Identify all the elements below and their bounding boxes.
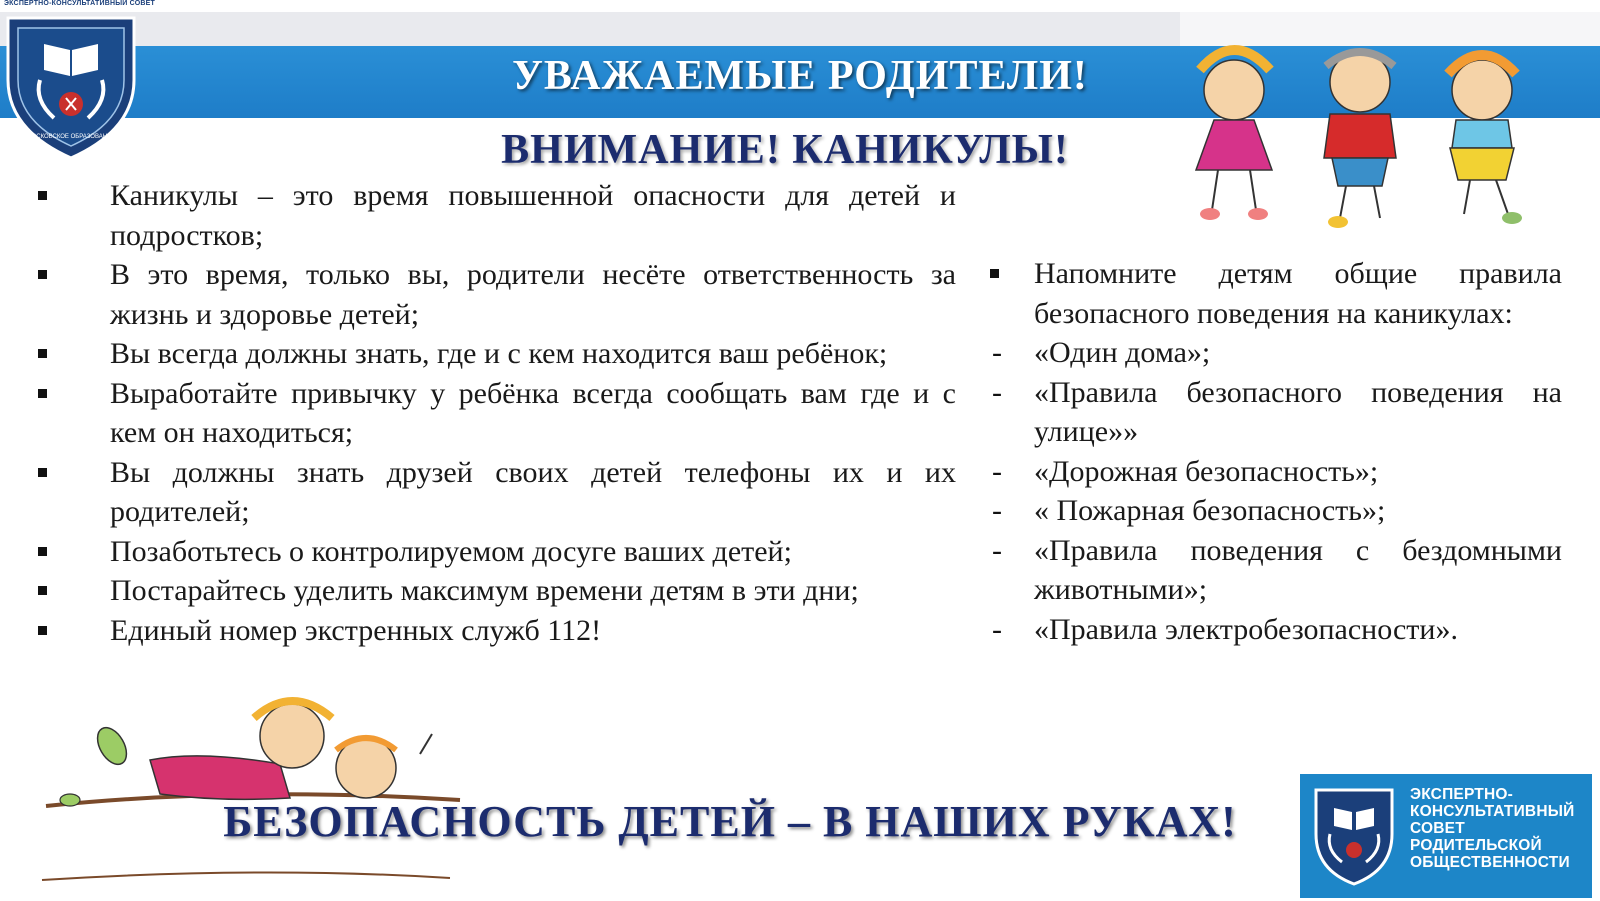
list-item-text: «Правила электробезопасности». bbox=[1034, 612, 1458, 646]
list-item-text: В это время, только вы, родители несёте ответственность за жизнь и здоровье детей; bbox=[110, 258, 956, 331]
kids-illustration-bottom bbox=[40, 690, 500, 890]
dash-bullet-icon: - bbox=[992, 533, 1002, 567]
logo-ring-text: МОСКОВСКОЕ ОБРАЗОВАНИЕ bbox=[26, 134, 116, 140]
square-bullet-icon bbox=[38, 349, 47, 358]
council-caption: ЭКСПЕРТНО-КОНСУЛЬТАТИВНЫЙ СОВЕТ bbox=[4, 0, 155, 7]
list-item bbox=[990, 452, 1562, 492]
page-title: УВАЖАЕМЫЕ РОДИТЕЛИ! bbox=[512, 53, 1088, 99]
list-item bbox=[36, 334, 956, 374]
square-bullet-icon bbox=[38, 270, 47, 279]
dash-bullet-icon: - bbox=[992, 494, 1002, 527]
shield-logo-icon bbox=[1312, 784, 1396, 888]
list-item-text: Постарайтесь уделить максимум времени детям в эти дни; bbox=[110, 574, 859, 607]
left-column bbox=[36, 176, 956, 650]
dash-bullet-icon: - bbox=[992, 336, 1002, 369]
list-item bbox=[36, 176, 956, 255]
list-item-text: Позаботьтесь о контролируемом досуге ваших детей; bbox=[110, 534, 792, 568]
list-item bbox=[36, 453, 956, 532]
girl-figure bbox=[1196, 50, 1272, 220]
square-bullet-icon bbox=[990, 269, 999, 278]
girl-figure-2 bbox=[1448, 55, 1522, 224]
kids-illustration-top bbox=[1160, 30, 1580, 230]
list-item bbox=[990, 491, 1562, 531]
square-bullet-icon bbox=[38, 468, 47, 477]
council-logo-box bbox=[1300, 774, 1592, 898]
list-item-text: «Правила безопасного поведения на улице»» bbox=[1034, 375, 1562, 448]
shield-logo-icon bbox=[4, 10, 138, 160]
council-name: ЭКСПЕРТНО- КОНСУЛЬТАТИВНЫЙ СОВЕТ РОДИТЕЛЬСКОЙ ОБЩЕСТВЕННОСТИ bbox=[1410, 786, 1575, 871]
square-bullet-icon bbox=[38, 389, 47, 398]
list-item-text: Вы всегда должны знать, где и с кем находится ваш ребёнок; bbox=[110, 337, 888, 370]
list-item-text: Вы должны знать друзей своих детей телефоны их и их родителей; bbox=[110, 455, 956, 528]
page-subtitle: ВНИМАНИЕ! КАНИКУЛЫ! bbox=[501, 127, 1069, 173]
list-item bbox=[36, 571, 956, 611]
list-item bbox=[990, 373, 1562, 452]
list-item bbox=[990, 610, 1562, 650]
list-item-text: « Пожарная безопасность»; bbox=[1034, 494, 1386, 527]
list-item bbox=[36, 374, 956, 453]
list-item-text: «Один дома»; bbox=[1034, 336, 1211, 369]
dash-bullet-icon: - bbox=[992, 612, 1002, 646]
left-bullet-list bbox=[36, 176, 956, 650]
list-item-text: Выработайте привычку у ребёнка всегда сообщать вам где и с кем он находиться; bbox=[110, 376, 956, 449]
right-column bbox=[990, 254, 1562, 649]
list-item bbox=[36, 611, 956, 651]
list-intro-text: Напомните детям общие правила безопасного поведения на каникулах: bbox=[1034, 257, 1562, 330]
boy-figure bbox=[1324, 52, 1396, 228]
square-bullet-icon bbox=[38, 547, 47, 556]
list-item-text: Каникулы – это время повышенной опасности для детей и подростков; bbox=[110, 179, 956, 252]
list-item bbox=[990, 531, 1562, 610]
list-item-text: Единый номер экстренных служб 112! bbox=[110, 613, 602, 647]
list-item-text: «Правила поведения с бездомными животными»; bbox=[1034, 533, 1562, 606]
square-bullet-icon bbox=[38, 586, 47, 595]
dash-bullet-icon: - bbox=[992, 375, 1002, 409]
list-item-text: «Дорожная безопасность»; bbox=[1034, 454, 1379, 488]
list-item bbox=[990, 333, 1562, 373]
list-item bbox=[36, 255, 956, 334]
dash-bullet-icon: - bbox=[992, 454, 1002, 488]
right-bullet-list bbox=[990, 254, 1562, 649]
square-bullet-icon bbox=[38, 191, 47, 200]
list-item-intro bbox=[990, 254, 1562, 333]
footer-slogan: БЕЗОПАСНОСТЬ ДЕТЕЙ – В НАШИХ РУКАХ! bbox=[223, 797, 1237, 846]
list-item bbox=[36, 532, 956, 572]
square-bullet-icon bbox=[38, 626, 47, 635]
